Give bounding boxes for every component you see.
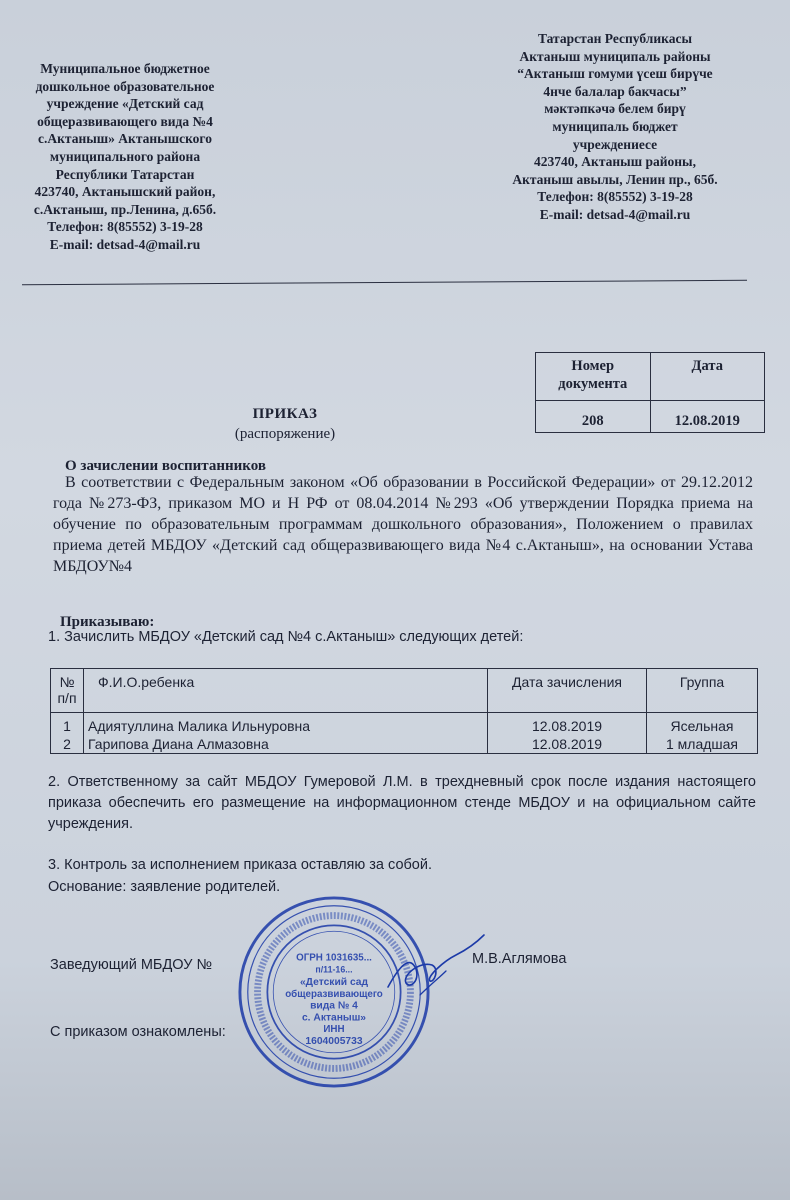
doc-number-header: Номер документа <box>536 353 651 401</box>
stamp-line: общеразвивающего <box>285 988 383 1000</box>
title-sub: (распоряжение) <box>234 426 336 442</box>
header-left-line: с.Актаныш, пр.Ленина, д.65б. <box>33 201 217 217</box>
row-group: Ясельная <box>647 713 758 736</box>
official-seal-stamp <box>236 894 432 1090</box>
header-left-line: 423740, Актанышский район, <box>34 184 216 200</box>
header-right-line: Татарстан Республикасы <box>537 31 692 46</box>
header-right-line: муниципаль бюджет <box>552 118 678 134</box>
stamp-line: 1604005733 <box>305 1035 363 1047</box>
signature-name: М.В.Аглямова <box>472 951 567 967</box>
header-right-line: учреждениесе <box>572 136 658 152</box>
order-preamble: В соответствии с Федеральным законом «Об образовании в Российской Федерации» от 29.12.2012 года №273-ФЗ, приказом МО и Н РФ от 08.04.2014 №293 «Об утверждении Порядка приема на обучение по образовательным программам дошкольного образования», Положением о правилах приема детей МБДОУ «Детский сад общеразвивающего вида №4 с.Актаныш», на основании Устава МБДОУ№4 <box>53 474 753 575</box>
stamp-line: п/11-16... <box>315 964 353 975</box>
header-left-line: Республики Татарстан <box>55 166 195 182</box>
header-right-line: мәктәпкәчә белем бирү <box>544 101 686 117</box>
header-right-tatar <box>480 30 750 224</box>
header-left-line: E-mail: detsad-4@mail.ru <box>49 236 201 252</box>
col-header-date: Дата зачисления <box>488 669 647 713</box>
row-date: 12.08.2019 <box>488 735 647 754</box>
stamp-line: вида № 4 <box>310 1000 358 1012</box>
col-header-name: Ф.И.О.ребенка <box>84 669 488 713</box>
header-left-line: с.Актаныш» Актанышского <box>38 131 212 147</box>
header-divider <box>22 280 747 285</box>
header-left-line: учреждение «Детский сад <box>46 96 204 112</box>
order-item-2: 2. Ответственному за сайт МБДОУ Гумеровой Л.М. в трехдневный срок после издания настоящего приказа обеспечить его размещение на информационном стенде МБДОУ и на официальном сайте учреждения. <box>48 774 756 832</box>
row-number: 1 <box>51 713 84 736</box>
stamp-line: ИНН <box>323 1024 345 1036</box>
header-left-line: дошкольное образовательное <box>35 78 215 94</box>
header-right-line: Телефон: 8(85552) 3-19-28 <box>537 189 693 205</box>
order-basis: Основание: заявление родителей. <box>48 879 281 895</box>
header-left-line: Телефон: 8(85552) 3-19-28 <box>47 219 203 235</box>
order-item-3: 3. Контроль за исполнением приказа оставляю за собой. <box>48 857 433 873</box>
signature-position: Заведующий МБДОУ № <box>50 957 213 973</box>
row-child-name: Гарипова Диана Алмазовна <box>84 735 488 754</box>
header-right-line: 4нче балалар бакчасы” <box>543 83 687 99</box>
header-left-line: общеразвивающего вида №4 <box>37 113 213 129</box>
stamp-line: с. Актаныш» <box>301 1012 367 1024</box>
doc-date-value: 12.08.2019 <box>650 401 765 433</box>
row-number: 2 <box>51 735 84 754</box>
header-left-russian <box>0 60 250 254</box>
header-right-line: 423740, Актаныш районы, <box>534 154 696 170</box>
order-word: Приказываю: <box>60 614 155 630</box>
row-date: 12.08.2019 <box>488 713 647 736</box>
header-left-line: Муниципальное бюджетное <box>40 61 210 76</box>
document-title <box>200 404 370 444</box>
doc-date-header: Дата <box>650 353 765 401</box>
stamp-line: ОГРН 1031635... <box>296 952 372 964</box>
order-subject: О зачислении воспитанников <box>65 458 266 474</box>
row-group: 1 младшая <box>647 735 758 754</box>
header-right-line: E-mail: detsad-4@mail.ru <box>539 206 691 222</box>
header-right-line: Актаныш муниципаль районы <box>519 48 711 64</box>
col-header-group: Группа <box>647 669 758 713</box>
order-item-1: 1. Зачислить МБДОУ «Детский сад №4 с.Актаныш» следующих детей: <box>48 629 524 645</box>
children-table <box>50 668 758 754</box>
doc-number-value: 208 <box>536 401 651 433</box>
acknowledgement-line: С приказом ознакомлены: <box>50 1024 226 1040</box>
row-child-name: Адиятуллина Малика Ильнуровна <box>84 713 488 736</box>
header-right-line: “Актаныш гомуми үсеш бирүче <box>517 66 713 82</box>
stamp-line: «Детский сад <box>299 977 369 989</box>
table-row <box>51 735 758 754</box>
header-left-line: муниципального района <box>49 148 201 164</box>
title-main: ПРИКАЗ <box>252 406 318 422</box>
document-number-table <box>535 352 765 433</box>
table-row <box>51 713 758 736</box>
col-header-number: № п/п <box>51 669 84 713</box>
header-right-line: Актаныш авылы, Ленин пр., 65б. <box>512 171 718 187</box>
